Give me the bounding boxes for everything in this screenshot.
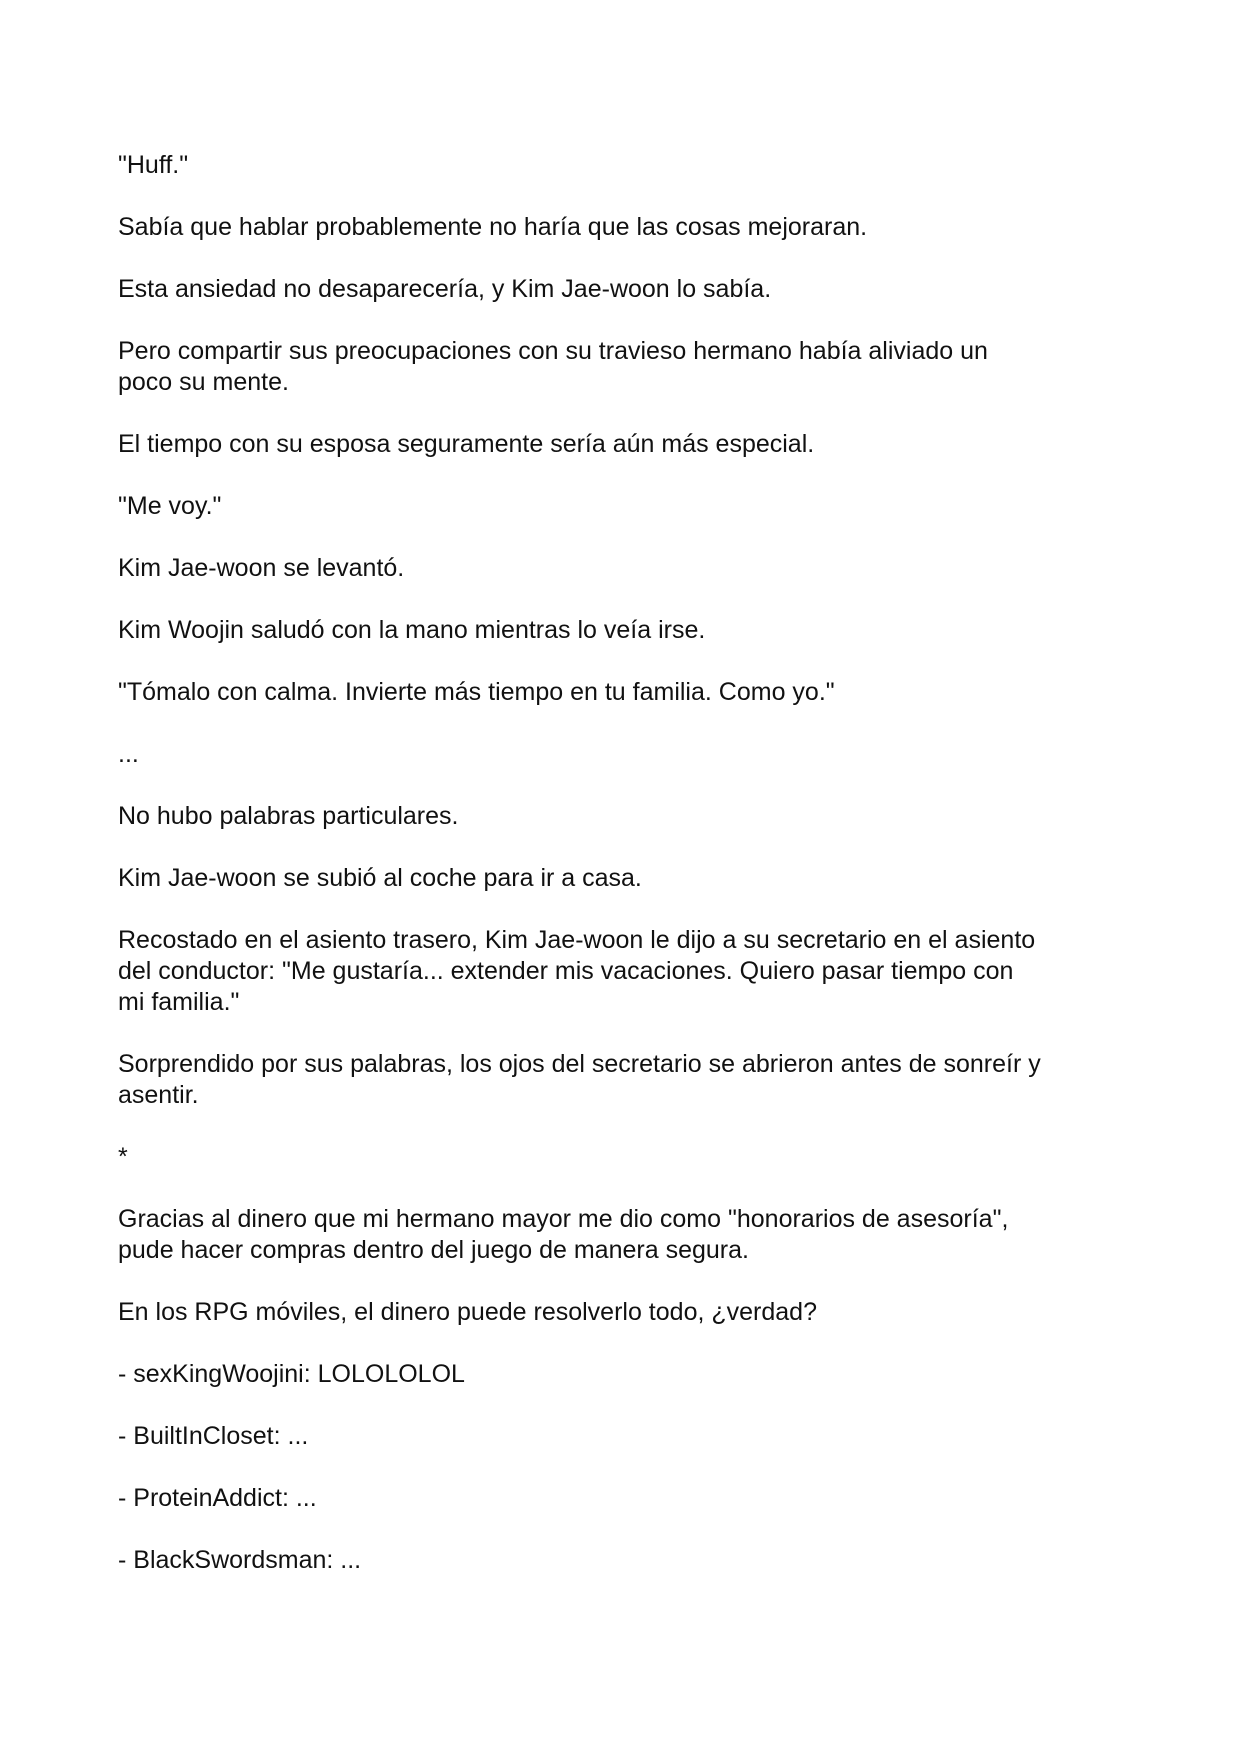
paragraph: "Tómalo con calma. Invierte más tiempo en tu familia. Como yo." xyxy=(118,678,835,706)
paragraph: "Me voy." xyxy=(118,492,222,520)
paragraph: Sabía que hablar probablemente no haría que las cosas mejoraran. xyxy=(118,213,868,241)
paragraph: El tiempo con su esposa seguramente sería aún más especial. xyxy=(118,430,815,458)
paragraph: Pero compartir sus preocupaciones con su travieso hermano había aliviado un poco su mente. xyxy=(118,337,988,396)
chat-line: - sexKingWoojini: LOLOLOLOL xyxy=(118,1360,465,1388)
paragraph: Esta ansiedad no desaparecería, y Kim Jae-woon lo sabía. xyxy=(118,275,772,303)
paragraph: Kim Jae-woon se levantó. xyxy=(118,554,405,582)
section-separator: * xyxy=(118,1143,128,1171)
paragraph: Gracias al dinero que mi hermano mayor me dio como "honorarios de asesoría", pude hacer compras dentro del juego de manera segura. xyxy=(118,1205,1009,1264)
chat-line: - BuiltInCloset: ... xyxy=(118,1422,309,1450)
paragraph: No hubo palabras particulares. xyxy=(118,802,459,830)
paragraph: Sorprendido por sus palabras, los ojos del secretario se abrieron antes de sonreír y asentir. xyxy=(118,1050,1041,1109)
chat-line: - BlackSwordsman: ... xyxy=(118,1546,362,1574)
paragraph: Kim Woojin saludó con la mano mientras lo veía irse. xyxy=(118,616,706,644)
paragraph: Recostado en el asiento trasero, Kim Jae-woon le dijo a su secretario en el asiento del conductor: "Me gustaría... extender mis vacaciones. Quiero pasar tiempo con mi familia." xyxy=(118,926,1036,1016)
paragraph: ... xyxy=(118,740,139,768)
paragraph: Kim Jae-woon se subió al coche para ir a casa. xyxy=(118,864,642,892)
paragraph: "Huff." xyxy=(118,151,189,179)
chat-line: - ProteinAddict: ... xyxy=(118,1484,317,1512)
document-body xyxy=(118,150,1128,1607)
paragraph: En los RPG móviles, el dinero puede resolverlo todo, ¿verdad? xyxy=(118,1298,817,1326)
